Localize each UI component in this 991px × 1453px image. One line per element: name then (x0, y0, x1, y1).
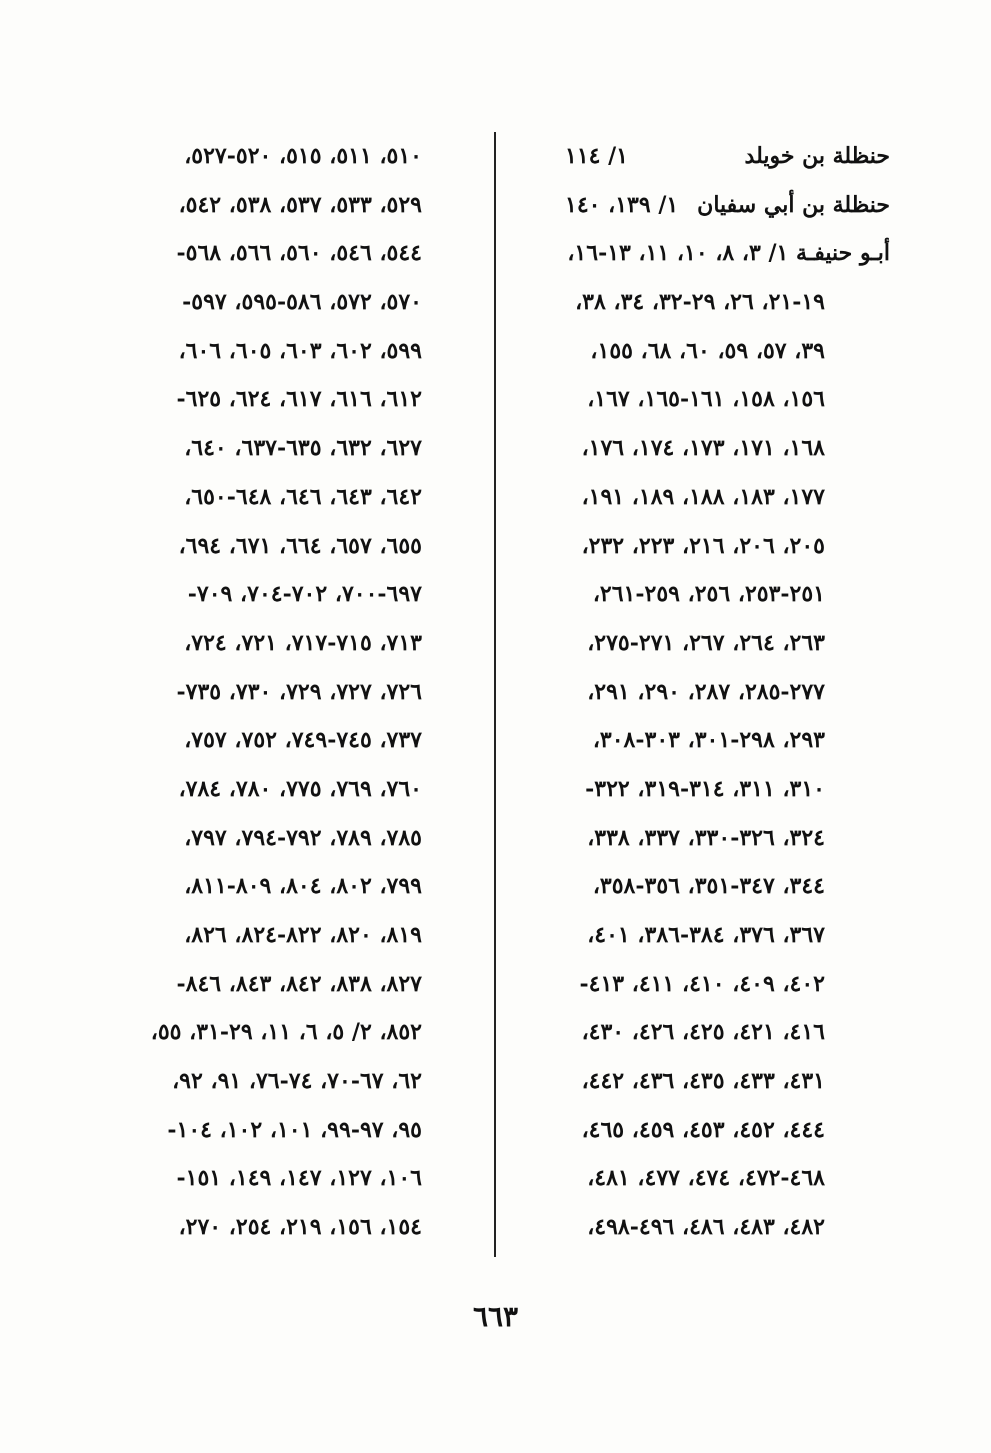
index-line: ٤١٦، ٤٢١، ٤٢٥، ٤٢٦، ٤٣٠، (581, 1019, 825, 1046)
index-line: ٦٤٢، ٦٤٣، ٦٤٦، ٦٤٨-٦٥٠، (184, 483, 422, 510)
index-line: ١٦٨، ١٧١، ١٧٣، ١٧٤، ١٧٦، (581, 435, 825, 462)
index-line: ١٩-٢١، ٢٦، ٢٩-٣٢، ٣٤، ٣٨، (575, 289, 825, 316)
index-line: ٧٩٩، ٨٠٢، ٨٠٤، ٨٠٩-٨١١، (184, 873, 422, 900)
entry-reference: ١/ ١١٤ (565, 143, 628, 169)
index-line: ٢٩٣، ٢٩٨-٣٠١، ٣٠٣-٣٠٨، (592, 727, 825, 754)
index-line: ٨٥٢، ٢/ ٥، ٦، ١١، ٢٩-٣١، ٥٥، (150, 1019, 422, 1046)
entry-reference: ١/ ١٣٩، ١٤٠ (565, 191, 679, 218)
index-line: ٦١٢، ٦١٦، ٦١٧، ٦٢٤، ٦٢٥- (176, 386, 422, 413)
index-line: ٢٧٧-٢٨٥، ٢٨٧، ٢٩٠، ٢٩١، (587, 678, 825, 705)
index-line: ٥٤٤، ٥٤٦، ٥٦٠، ٥٦٦، ٥٦٨- (176, 240, 422, 267)
index-line: ٦٥٥، ٦٥٧، ٦٦٤، ٦٧١، ٦٩٤، (178, 532, 422, 559)
index-line: ٤٦٨-٤٧٢، ٤٧٤، ٤٧٧، ٤٨١، (587, 1165, 825, 1192)
index-line: ٧٦٠، ٧٦٩، ٧٧٥، ٧٨٠، ٧٨٤، (178, 775, 422, 802)
index-column-left (100, 132, 422, 1252)
index-line: ٧٨٥، ٧٨٩، ٧٩٢-٧٩٤، ٧٩٧، (184, 824, 422, 851)
index-line: ٣٦٧، ٣٧٦، ٣٨٤-٣٨٦، ٤٠١، (587, 922, 825, 948)
index-line: ٧١٣، ٧١٥-٧١٧، ٧٢١، ٧٢٤، (184, 629, 422, 656)
index-line: ٤٠٢، ٤٠٩، ٤١٠، ٤١١، ٤١٣- (579, 970, 825, 997)
entry-name: حنظلة بن خويلد (744, 143, 890, 169)
index-line: ٦٢٧، ٦٣٢، ٦٣٥-٦٣٧، ٦٤٠، (184, 435, 422, 462)
index-line: ٤٤٤، ٤٥٢، ٤٥٣، ٤٥٩، ٤٦٥، (581, 1116, 825, 1143)
index-line: ٣٩، ٥٧، ٥٩، ٦٠، ٦٨، ١٥٥، (590, 337, 825, 364)
index-line: ٧٢٦، ٧٢٧، ٧٢٩، ٧٣٠، ٧٣٥- (176, 678, 422, 705)
index-line: ٧٣٧، ٧٤٥-٧٤٩، ٧٥٢، ٧٥٧، (184, 727, 422, 754)
index-line: ٩٥، ٩٧-٩٩، ١٠١، ١٠٢، ١٠٤- (167, 1116, 422, 1143)
index-entry (505, 181, 890, 230)
index-column-right (505, 132, 890, 1252)
index-line: ٨١٩، ٨٢٠، ٨٢٢-٨٢٤، ٨٢٦، (184, 922, 422, 948)
column-divider (494, 132, 496, 1257)
index-line: ٨٢٧، ٨٣٨، ٨٤٢، ٨٤٣، ٨٤٦- (176, 970, 422, 997)
index-line: أبـو حنيفـة ١/ ٣، ٨، ١٠، ١١، ١٣-١٦، (567, 240, 890, 267)
index-line: ١٥٦، ١٥٨، ١٦١-١٦٥، ١٦٧، (587, 386, 825, 413)
index-line: ٥٩٩، ٦٠٢، ٦٠٣، ٦٠٥، ٦٠٦، (178, 337, 422, 364)
index-line: ٣٢٤، ٣٢٦-٣٣٠، ٣٣٧، ٣٣٨، (587, 824, 825, 851)
index-line: ١٥٤، ١٥٦، ٢١٩، ٢٥٤، ٢٧٠، (178, 1214, 422, 1241)
index-line: ١٠٦، ١٢٧، ١٤٧، ١٤٩، ١٥١- (176, 1165, 422, 1192)
index-line: ٥٢٩، ٥٣٣، ٥٣٧، ٥٣٨، ٥٤٢، (178, 191, 422, 218)
index-line: ٣٤٤، ٣٤٧-٣٥١، ٣٥٦-٣٥٨، (592, 873, 825, 900)
index-line: ٢٠٥، ٢٠٦، ٢١٦، ٢٢٣، ٢٣٢، (581, 532, 825, 559)
index-line: ١٧٧، ١٨٣، ١٨٨، ١٨٩، ١٩١، (581, 483, 825, 510)
index-line: ٥١٠، ٥١١، ٥١٥، ٥٢٠-٥٢٧، (184, 143, 422, 169)
index-line: ٥٧٠، ٥٧٢، ٥٨٦-٥٩٥، ٥٩٧- (182, 289, 422, 316)
index-line: ٦٩٧-٧٠٠، ٧٠٢-٧٠٤، ٧٠٩- (187, 581, 422, 608)
index-line: ٤٣١، ٤٣٣، ٤٣٥، ٤٣٦، ٤٤٢، (581, 1068, 825, 1095)
index-line: ٢٥١-٢٥٣، ٢٥٦، ٢٥٩-٢٦١، (592, 581, 825, 608)
index-line: ٤٨٢، ٤٨٣، ٤٨٦، ٤٩٦-٤٩٨، (587, 1214, 825, 1241)
index-line: ٢٦٣، ٢٦٤، ٢٦٧، ٢٧١-٢٧٥، (587, 629, 825, 656)
entry-name: حنظلة بن أبي سفيان (697, 191, 890, 218)
index-entry (505, 132, 890, 181)
index-line: ٣١٠، ٣١١، ٣١٤-٣١٩، ٣٢٢- (585, 775, 825, 802)
page-number: ٦٦٣ (472, 1300, 519, 1333)
index-line: ٦٢، ٦٧-٧٠، ٧٤-٧٦، ٩١، ٩٢، (172, 1068, 422, 1095)
